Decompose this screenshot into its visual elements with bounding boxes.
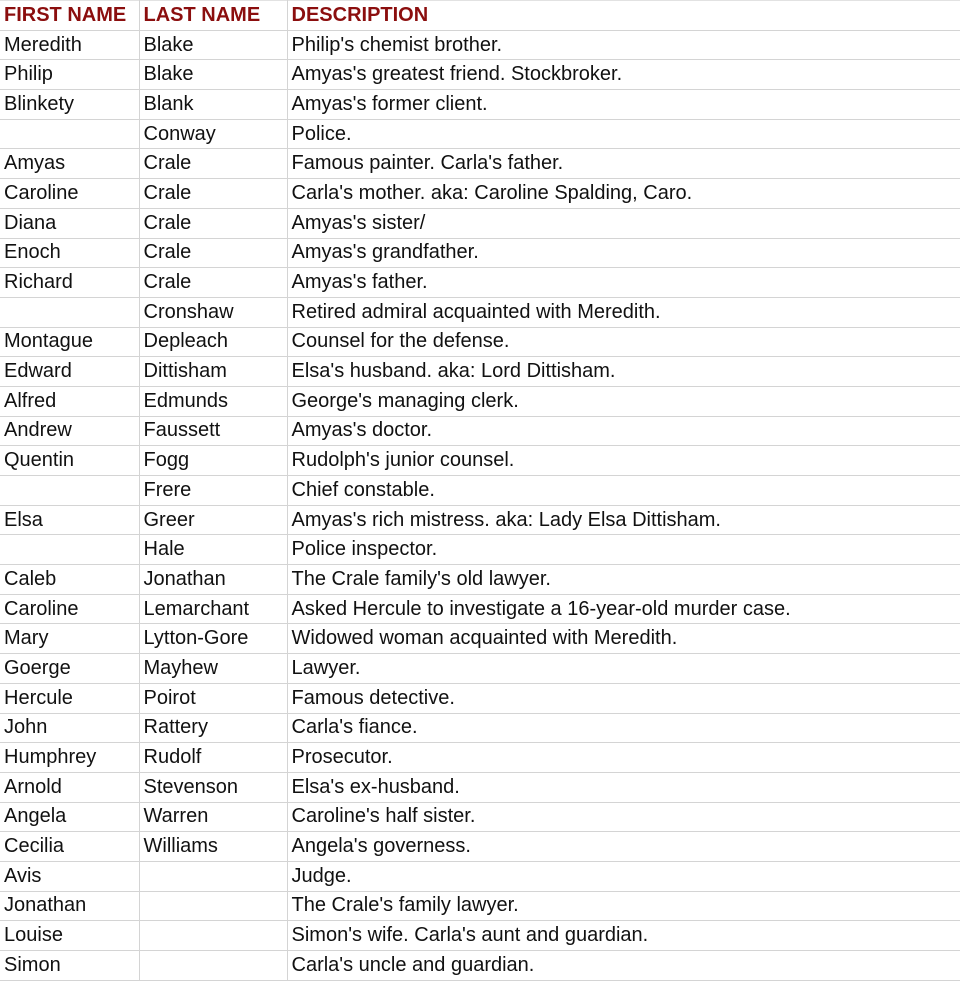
first-name-cell[interactable]: Hercule — [0, 683, 139, 713]
description-cell[interactable]: Philip's chemist brother. — [287, 30, 960, 60]
description-cell[interactable]: Simon's wife. Carla's aunt and guardian. — [287, 921, 960, 951]
table-body — [0, 30, 960, 980]
description-cell[interactable]: Carla's fiance. — [287, 713, 960, 743]
last-name-cell[interactable]: Rudolf — [139, 743, 287, 773]
last-name-cell[interactable]: Crale — [139, 208, 287, 238]
last-name-cell[interactable]: Edmunds — [139, 386, 287, 416]
first-name-cell[interactable]: Alfred — [0, 386, 139, 416]
description-cell[interactable]: Amyas's greatest friend. Stockbroker. — [287, 60, 960, 90]
table-row — [0, 268, 960, 298]
table-row — [0, 951, 960, 981]
description-cell[interactable]: Amyas's father. — [287, 268, 960, 298]
first-name-cell[interactable]: Caroline — [0, 594, 139, 624]
description-cell[interactable]: Lawyer. — [287, 654, 960, 684]
first-name-cell[interactable]: Angela — [0, 802, 139, 832]
table-row — [0, 386, 960, 416]
last-name-cell[interactable]: Hale — [139, 535, 287, 565]
first-name-cell[interactable]: Simon — [0, 951, 139, 981]
table-row — [0, 624, 960, 654]
table-row — [0, 683, 960, 713]
table-row — [0, 832, 960, 862]
table-row — [0, 238, 960, 268]
table-row — [0, 565, 960, 595]
description-cell[interactable]: Carla's mother. aka: Caroline Spalding, Caro. — [287, 179, 960, 209]
description-cell[interactable]: Elsa's ex-husband. — [287, 772, 960, 802]
last-name-cell[interactable]: Conway — [139, 119, 287, 149]
last-name-cell[interactable]: Frere — [139, 476, 287, 506]
table-row — [0, 208, 960, 238]
description-cell[interactable]: Asked Hercule to investigate a 16-year-old murder case. — [287, 594, 960, 624]
description-cell[interactable]: Carla's uncle and guardian. — [287, 951, 960, 981]
description-cell[interactable]: Angela's governess. — [287, 832, 960, 862]
last-name-cell[interactable]: Stevenson — [139, 772, 287, 802]
first-name-cell[interactable]: Quentin — [0, 446, 139, 476]
column-header-description[interactable]: DESCRIPTION — [287, 1, 960, 31]
first-name-cell[interactable]: Goerge — [0, 654, 139, 684]
first-name-cell[interactable]: Avis — [0, 861, 139, 891]
description-cell[interactable]: Amyas's grandfather. — [287, 238, 960, 268]
description-cell[interactable]: Rudolph's junior counsel. — [287, 446, 960, 476]
table-row — [0, 772, 960, 802]
last-name-cell[interactable]: Dittisham — [139, 357, 287, 387]
first-name-cell[interactable] — [0, 535, 139, 565]
last-name-cell[interactable]: Fogg — [139, 446, 287, 476]
first-name-cell[interactable]: Meredith — [0, 30, 139, 60]
first-name-cell[interactable] — [0, 476, 139, 506]
description-cell[interactable]: Retired admiral acquainted with Meredith. — [287, 297, 960, 327]
last-name-cell[interactable]: Warren — [139, 802, 287, 832]
description-cell[interactable]: The Crale's family lawyer. — [287, 891, 960, 921]
description-cell[interactable]: Elsa's husband. aka: Lord Dittisham. — [287, 357, 960, 387]
table-row — [0, 594, 960, 624]
last-name-cell[interactable]: Blake — [139, 60, 287, 90]
first-name-cell[interactable]: Blinkety — [0, 90, 139, 120]
description-cell[interactable]: Judge. — [287, 861, 960, 891]
last-name-cell[interactable]: Blank — [139, 90, 287, 120]
last-name-cell[interactable]: Lemarchant — [139, 594, 287, 624]
table-row — [0, 535, 960, 565]
last-name-cell[interactable]: Rattery — [139, 713, 287, 743]
table-row — [0, 327, 960, 357]
first-name-cell[interactable]: John — [0, 713, 139, 743]
table-row — [0, 446, 960, 476]
first-name-cell[interactable]: Arnold — [0, 772, 139, 802]
last-name-cell[interactable]: Crale — [139, 179, 287, 209]
first-name-cell[interactable]: Philip — [0, 60, 139, 90]
last-name-cell[interactable] — [139, 921, 287, 951]
first-name-cell[interactable]: Diana — [0, 208, 139, 238]
last-name-cell[interactable] — [139, 891, 287, 921]
description-cell[interactable]: George's managing clerk. — [287, 386, 960, 416]
description-cell[interactable]: Amyas's sister/ — [287, 208, 960, 238]
last-name-cell[interactable]: Jonathan — [139, 565, 287, 595]
first-name-cell[interactable]: Cecilia — [0, 832, 139, 862]
last-name-cell[interactable]: Depleach — [139, 327, 287, 357]
first-name-cell[interactable]: Amyas — [0, 149, 139, 179]
last-name-cell[interactable]: Lytton-Gore — [139, 624, 287, 654]
last-name-cell[interactable]: Mayhew — [139, 654, 287, 684]
description-cell[interactable]: Police. — [287, 119, 960, 149]
first-name-cell[interactable]: Caroline — [0, 179, 139, 209]
description-cell[interactable]: Widowed woman acquainted with Meredith. — [287, 624, 960, 654]
first-name-cell[interactable]: Elsa — [0, 505, 139, 535]
first-name-cell[interactable]: Richard — [0, 268, 139, 298]
description-cell[interactable]: Amyas's rich mistress. aka: Lady Elsa Dittisham. — [287, 505, 960, 535]
last-name-cell[interactable]: Poirot — [139, 683, 287, 713]
first-name-cell[interactable]: Montague — [0, 327, 139, 357]
column-header-first-name[interactable]: FIRST NAME — [0, 1, 139, 31]
table-row — [0, 743, 960, 773]
table-row — [0, 654, 960, 684]
table-row — [0, 179, 960, 209]
last-name-cell[interactable]: Blake — [139, 30, 287, 60]
last-name-cell[interactable]: Crale — [139, 268, 287, 298]
table-row — [0, 891, 960, 921]
first-name-cell[interactable]: Caleb — [0, 565, 139, 595]
first-name-cell[interactable] — [0, 297, 139, 327]
table-row — [0, 505, 960, 535]
description-cell[interactable]: Famous detective. — [287, 683, 960, 713]
last-name-cell[interactable]: Faussett — [139, 416, 287, 446]
table-row — [0, 90, 960, 120]
table-row — [0, 802, 960, 832]
table-row — [0, 119, 960, 149]
last-name-cell[interactable] — [139, 951, 287, 981]
table-row — [0, 30, 960, 60]
table-row — [0, 476, 960, 506]
last-name-cell[interactable]: Greer — [139, 505, 287, 535]
first-name-cell[interactable]: Jonathan — [0, 891, 139, 921]
last-name-cell[interactable] — [139, 861, 287, 891]
description-cell[interactable]: The Crale family's old lawyer. — [287, 565, 960, 595]
first-name-cell[interactable]: Louise — [0, 921, 139, 951]
last-name-cell[interactable]: Crale — [139, 149, 287, 179]
table-row — [0, 149, 960, 179]
first-name-cell[interactable]: Mary — [0, 624, 139, 654]
first-name-cell[interactable]: Andrew — [0, 416, 139, 446]
description-cell[interactable]: Prosecutor. — [287, 743, 960, 773]
table-row — [0, 861, 960, 891]
description-cell[interactable]: Caroline's half sister. — [287, 802, 960, 832]
last-name-cell[interactable]: Crale — [139, 238, 287, 268]
table-row — [0, 297, 960, 327]
description-cell[interactable]: Police inspector. — [287, 535, 960, 565]
table-row — [0, 357, 960, 387]
description-cell[interactable]: Amyas's doctor. — [287, 416, 960, 446]
description-cell[interactable]: Famous painter. Carla's father. — [287, 149, 960, 179]
header-row — [0, 1, 960, 31]
table-row — [0, 60, 960, 90]
first-name-cell[interactable]: Humphrey — [0, 743, 139, 773]
first-name-cell[interactable] — [0, 119, 139, 149]
description-cell[interactable]: Counsel for the defense. — [287, 327, 960, 357]
table-row — [0, 921, 960, 951]
last-name-cell[interactable]: Williams — [139, 832, 287, 862]
column-header-last-name[interactable]: LAST NAME — [139, 1, 287, 31]
description-cell[interactable]: Chief constable. — [287, 476, 960, 506]
last-name-cell[interactable]: Cronshaw — [139, 297, 287, 327]
table-row — [0, 713, 960, 743]
first-name-cell[interactable]: Enoch — [0, 238, 139, 268]
table-row — [0, 416, 960, 446]
first-name-cell[interactable]: Edward — [0, 357, 139, 387]
description-cell[interactable]: Amyas's former client. — [287, 90, 960, 120]
